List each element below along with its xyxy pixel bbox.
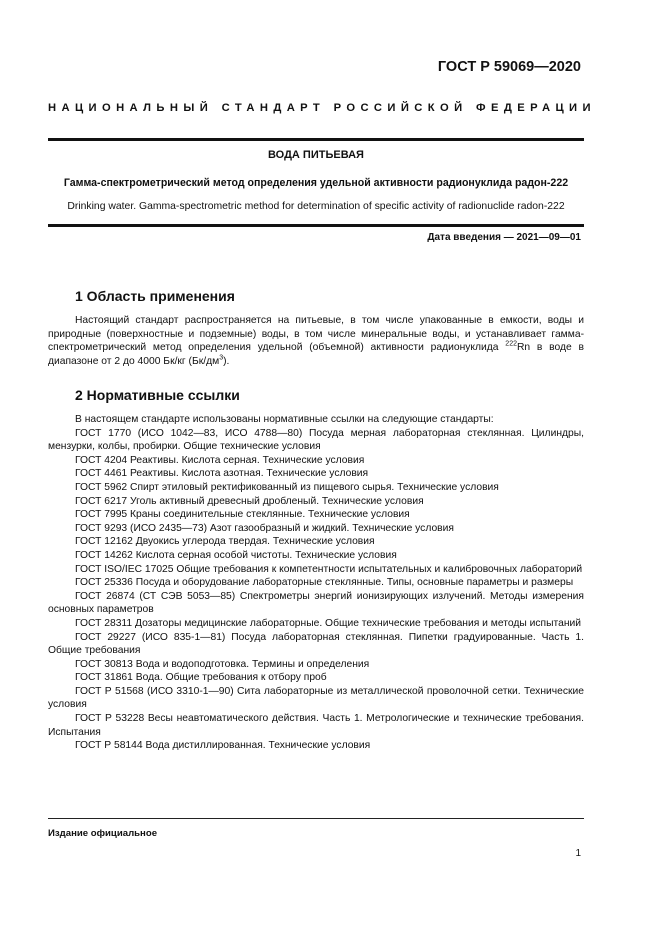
reference-item: ГОСТ Р 58144 Вода дистиллированная. Технические условия [75, 740, 371, 752]
reference-item: ГОСТ 30813 Вода и водоподготовка. Термины и определения [75, 658, 370, 670]
reference-item: ГОСТ 9293 (ИСО 2435—73) Азот газообразный и жидкий. Технические условия [75, 522, 454, 534]
reference-item: ГОСТ 1770 (ИСО 1042—83, ИСО 4788—80) Посуда мерная лабораторная стеклянная. Цилиндры, мензурки, колбы, пробирки. Общие технические условия [48, 427, 584, 453]
reference-item: ГОСТ 26874 (СТ СЭВ 5053—85) Спектрометры энергий ионизирующих излучений. Методы измерения основных параметров [48, 590, 584, 616]
reference-item: ГОСТ 14262 Кислота серная особой чистоты. Технические условия [75, 549, 397, 561]
section-1-body [48, 314, 584, 368]
reference-item: ГОСТ 31861 Вода. Общие требования к отбору проб [75, 672, 327, 684]
reference-item: ГОСТ 4461 Реактивы. Кислота азотная. Технические условия [75, 468, 369, 480]
reference-item: ГОСТ 12162 Двуокись углерода твердая. Технические условия [75, 536, 375, 548]
page-number: 1 [575, 848, 581, 859]
document-title: ВОДА ПИТЬЕВАЯ [268, 149, 364, 161]
reference-item: ГОСТ 5962 Спирт этиловый ректификованный из пищевого сырья. Технические условия [75, 481, 499, 493]
document-subtitle: Гамма-спектрометрический метод определения удельной активности радионуклида радон-222 [63, 177, 569, 189]
introduction-date: Дата введения — 2021—09—01 [427, 232, 581, 243]
reference-item: ГОСТ ISO/IEC 17025 Общие требования к компетентности испытательных и калибровочных лабораторий [75, 563, 583, 575]
reference-item: ГОСТ 28311 Дозаторы медицинские лабораторные. Общие технические требования и методы испытаний [75, 617, 582, 629]
reference-item: ГОСТ Р 51568 (ИСО 3310-1—90) Сита лабораторные из металлической проволочной сетки. Технические условия [48, 685, 584, 711]
section-2-body [48, 413, 584, 753]
footer-divider [48, 818, 584, 819]
reference-item: ГОСТ 29227 (ИСО 835-1—81) Посуда лабораторная стеклянная. Пипетки градуированные. Часть 1. Общие требования [48, 631, 584, 657]
reference-item: ГОСТ 4204 Реактивы. Кислота серная. Технические условия [75, 454, 365, 466]
reference-item: ГОСТ 6217 Уголь активный древесный дробленый. Технические условия [75, 495, 424, 507]
references-intro: В настоящем стандарте использованы нормативные ссылки на следующие стандарты: [75, 414, 494, 425]
scope-paragraph: Настоящий стандарт распространяется на питьевые, в том числе упакованные в емкости, воды и природные (поверхностные и подземные) воды, в том числе минеральные воды, и устанавливает гамма-спектрометрический метод определения удельной (объемной) активности радионуклида $^{222}$Rn в воде в диапазоне от 2 до 4000 Бк/кг $(Бк/дм^3)$. [48, 315, 584, 367]
national-standard-banner: НАЦИОНАЛЬНЫЙ СТАНДАРТ РОССИЙСКОЙ ФЕДЕРАЦИИ [48, 102, 596, 114]
section-2-heading: 2 Нормативные ссылки [75, 387, 240, 403]
official-edition-label: Издание официальное [48, 828, 158, 839]
standard-code: ГОСТ Р 59069—2020 [437, 59, 581, 75]
title-divider [48, 224, 584, 227]
top-divider [48, 138, 584, 141]
section-1-heading: 1 Область применения [75, 288, 235, 304]
reference-list [48, 427, 584, 753]
reference-item: ГОСТ 25336 Посуда и оборудование лабораторные стеклянные. Типы, основные параметры и размеры [75, 577, 574, 589]
reference-item: ГОСТ 7995 Краны соединительные стеклянные. Технические условия [75, 509, 410, 521]
reference-item: ГОСТ Р 53228 Весы неавтоматического действия. Часть 1. Метрологические и технические требования. Испытания [48, 713, 584, 738]
english-title: Drinking water. Gamma-spectrometric method for determination of specific activity of radionuclide radon-222 [67, 201, 565, 212]
